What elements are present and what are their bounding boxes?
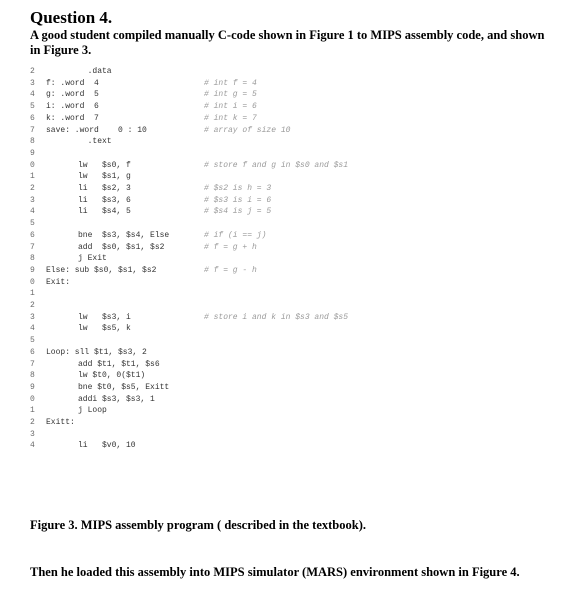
code-instruction: sub $s0, $s1, $s2: [70, 265, 157, 275]
code-instruction: lw $s1, g: [78, 172, 131, 182]
code-comment: # int f = 4: [204, 78, 257, 88]
code-line: [0, 101, 574, 113]
code-comment: # int g = 5: [204, 90, 257, 100]
code-line: [0, 288, 574, 300]
line-number: 6: [30, 230, 35, 240]
code-line: [0, 113, 574, 125]
code-instruction: bne $s3, $s4, Else: [78, 230, 170, 240]
code-line: [0, 78, 574, 90]
code-line: [0, 230, 574, 242]
line-number: 8: [30, 371, 35, 381]
code-line: [0, 335, 574, 347]
code-line: [0, 359, 574, 371]
code-instruction: lw $s0, f: [78, 160, 131, 170]
code-instruction: bne $t0, $s5, Exitt: [78, 382, 170, 392]
code-line: [0, 206, 574, 218]
code-line: [0, 125, 574, 137]
code-line: [0, 312, 574, 324]
code-instruction: .text: [78, 137, 112, 147]
code-instruction: .word 6: [55, 102, 99, 112]
code-instruction: li $s4, 5: [78, 207, 131, 217]
line-number: 6: [30, 347, 35, 357]
code-instruction: li $s3, 6: [78, 195, 131, 205]
code-instruction: .word 4: [55, 78, 99, 88]
code-instruction: li $v0, 10: [78, 441, 136, 451]
line-number: 9: [30, 382, 35, 392]
code-instruction: .word 7: [55, 113, 99, 123]
code-line: [0, 171, 574, 183]
code-instruction: j Loop: [78, 406, 107, 416]
code-label: Loop:: [46, 347, 71, 357]
code-instruction: .word 5: [55, 90, 99, 100]
code-comment: # if (i == j): [204, 230, 267, 240]
code-comment: # store i and k in $s3 and $s5: [204, 312, 349, 322]
code-line: [0, 429, 574, 441]
code-line: [0, 382, 574, 394]
code-instruction: add $t1, $t1, $s6: [78, 359, 160, 369]
code-instruction: lw $s3, i: [78, 312, 131, 322]
code-line: [0, 370, 574, 382]
code-line: [0, 265, 574, 277]
line-number: 1: [30, 289, 35, 299]
line-number: 8: [30, 137, 35, 147]
line-number: 9: [30, 148, 35, 158]
code-comment: # $s2 is h = 3: [204, 184, 272, 193]
code-comment: # f = g - h: [204, 265, 257, 275]
code-label: g:: [46, 90, 56, 100]
code-label: Exit:: [46, 277, 71, 287]
line-number: 4: [30, 324, 35, 334]
code-line: [0, 148, 574, 160]
code-line: [0, 394, 574, 406]
figure-caption: Figure 3. MIPS assembly program ( described in the textbook).: [30, 518, 366, 532]
line-number: 9: [30, 265, 35, 275]
line-number: 7: [30, 125, 35, 135]
code-line: [0, 195, 574, 207]
line-number: 3: [30, 78, 35, 88]
line-number: 2: [30, 301, 35, 310]
code-comment: # $s3 is i = 6: [204, 195, 272, 205]
line-number: 1: [30, 406, 35, 416]
line-number: 0: [30, 160, 35, 170]
line-number: 4: [30, 207, 35, 217]
line-number: 3: [30, 195, 35, 205]
code-line: [0, 417, 574, 429]
code-label: f:: [46, 78, 56, 88]
code-label: Else:: [46, 265, 71, 275]
code-line: [0, 300, 574, 312]
code-line: [0, 89, 574, 101]
line-number: 7: [30, 359, 35, 369]
code-line: [0, 183, 574, 195]
code-instruction: .word 0 : 10: [70, 125, 147, 135]
code-line: [0, 405, 574, 417]
code-line: [0, 323, 574, 335]
code-comment: # store f and g in $s0 and $s1: [204, 160, 349, 170]
code-instruction: .data: [78, 67, 112, 76]
line-number: 0: [30, 394, 35, 404]
line-number: 4: [30, 441, 35, 451]
line-number: 1: [30, 172, 35, 182]
code-instruction: lw $s5, k: [78, 324, 131, 334]
code-line: [0, 347, 574, 359]
line-number: 8: [30, 254, 35, 264]
line-number: 6: [30, 113, 35, 123]
code-label: i:: [46, 102, 56, 112]
code-line: [0, 218, 574, 230]
code-line: [0, 136, 574, 148]
code-line: [0, 277, 574, 289]
line-number: 3: [30, 429, 35, 439]
line-number: 4: [30, 90, 35, 100]
code-label: k:: [46, 113, 56, 123]
code-instruction: lw $t0, 0($t1): [78, 371, 146, 381]
line-number: 0: [30, 277, 35, 287]
code-label: save:: [46, 125, 71, 135]
code-comment: # array of size 10: [204, 125, 291, 135]
line-number: 3: [30, 312, 35, 322]
code-comment: # $s4 is j = 5: [204, 207, 272, 217]
line-number: 5: [30, 336, 35, 346]
code-instruction: add $s0, $s1, $s2: [78, 242, 165, 252]
footer-text: Then he loaded this assembly into MIPS simulator (MARS) environment shown in Figure 4.: [30, 565, 520, 579]
line-number: 5: [30, 219, 35, 229]
line-number: 2: [30, 184, 35, 193]
line-number: 7: [30, 242, 35, 252]
code-line: [0, 160, 574, 172]
code-instruction: j Exit: [78, 254, 107, 264]
code-instruction: li $s2, 3: [78, 184, 131, 193]
line-number: 5: [30, 102, 35, 112]
code-instruction: addi $s3, $s3, 1: [78, 394, 155, 404]
question-description: A good student compiled manually C-code shown in Figure 1 to MIPS assembly code, and shown in Figure 3.: [30, 28, 545, 57]
code-line: [0, 440, 574, 452]
line-number: 2: [30, 67, 35, 76]
code-comment: # int i = 6: [204, 102, 257, 112]
code-comment: # int k = 7: [204, 113, 257, 123]
code-comment: # f = g + h: [204, 242, 257, 252]
line-number: 2: [30, 418, 35, 427]
code-line: [0, 242, 574, 254]
code-line: [0, 253, 574, 265]
code-label: Exitt:: [46, 418, 75, 427]
code-line: [0, 66, 574, 78]
code-instruction: sll $t1, $s3, 2: [70, 347, 147, 357]
question-title: Question 4.: [30, 8, 113, 27]
